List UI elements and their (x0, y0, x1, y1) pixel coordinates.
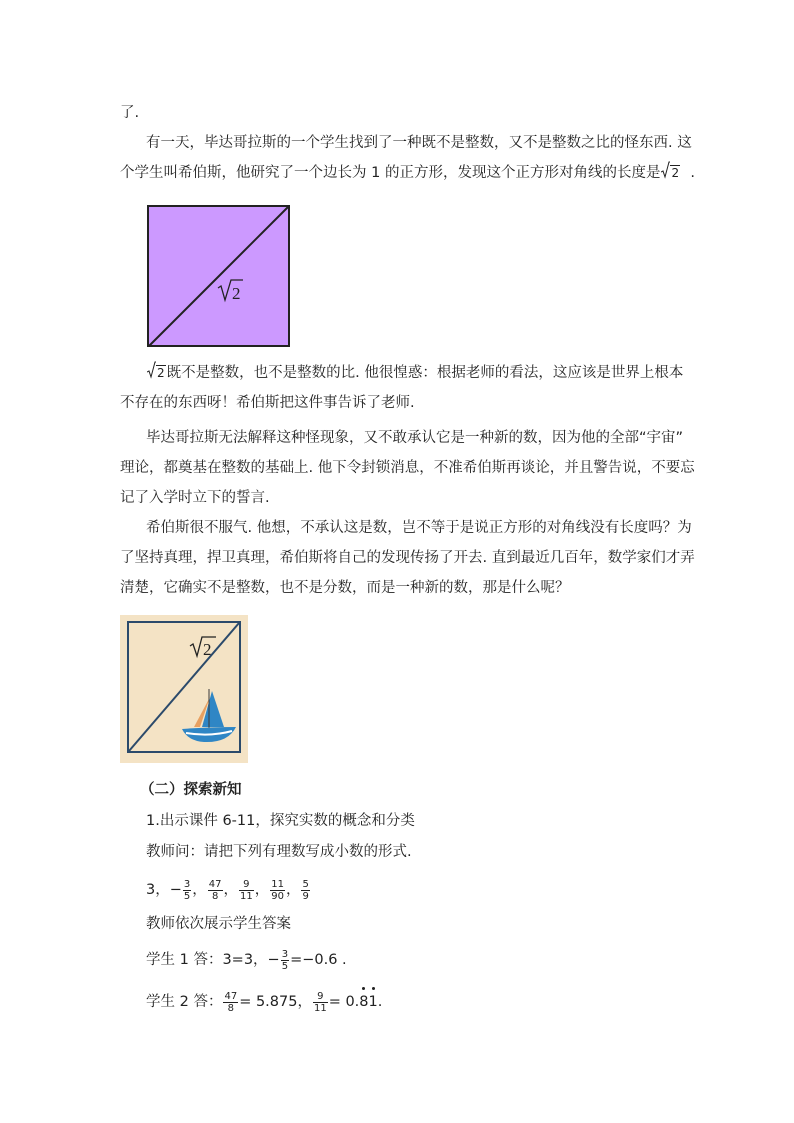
text-line: 毕达哥拉斯无法解释这种怪现象，又不敢承认它是一种新的数，因为他的全部“宇宙” (146, 430, 684, 446)
text-span: . (690, 165, 695, 181)
fraction (281, 949, 289, 972)
minus-sign: − (169, 882, 182, 898)
repeating-digit: 1 (369, 990, 378, 1014)
denominator: 5 (281, 960, 289, 972)
denominator: 5 (183, 890, 191, 902)
denominator: 9 (302, 890, 309, 902)
text-line: 1.出示课件 6-11，探究实数的概念和分类 (146, 813, 415, 829)
numerator: 9 (239, 879, 254, 891)
sqrt-radicand-label: 2 (232, 284, 241, 303)
radical-icon (147, 361, 156, 379)
fraction (313, 991, 328, 1014)
text-line: 了. (120, 105, 140, 121)
student1-answer (146, 948, 347, 972)
text-span: = 0. (328, 994, 360, 1010)
fraction (301, 879, 309, 902)
text-line: 清楚，它确实不是整数，也不是分数，而是一种新的数，那是什么呢？ (120, 580, 570, 596)
denominator: 8 (211, 890, 219, 902)
text-line: 希伯斯很不服气. 他想，不承认这是数，岂不等于是说正方形的对角线没有长度吗？为 (146, 520, 692, 536)
numerator: 3 (281, 948, 289, 960)
numerator: 47 (224, 990, 238, 1002)
text-span: . (377, 994, 383, 1010)
numerator: 5 (302, 878, 309, 890)
sqrt-2-inline (661, 163, 680, 183)
text-line: 教师依次展示学生答案 (146, 916, 291, 932)
student2-answer (146, 990, 382, 1014)
denominator: 11 (240, 890, 253, 902)
minus-sign: − (267, 952, 280, 968)
text-line: 了坚持真理，捍卫真理，希伯斯将自己的发现传扬了开去. 直到最近几百年，数学家们才弄 (120, 550, 695, 566)
text-line: 理论，都奠基在整数的基础上. 他下令封锁消息，不准希伯斯再谈论，并且警告说，不要忘 (120, 460, 695, 476)
fraction (270, 879, 285, 902)
sailboat-square-figure (120, 615, 248, 763)
text-span: 学生 1 答：3=3， (146, 952, 268, 968)
radicand: 2 (157, 366, 165, 380)
denominator: 90 (271, 890, 284, 902)
tan-background (120, 615, 248, 763)
text-span: =−0.6 . (290, 952, 347, 968)
text-line: 教师问：请把下列有理数写成小数的形式. (146, 844, 412, 860)
radicand: 2 (671, 166, 680, 180)
numerator: 11 (271, 878, 284, 890)
text-line (146, 363, 683, 383)
fraction (239, 879, 254, 902)
text-span: 既不是整数，也不是整数的比. 他很惶惑：根据老师的看法，这应该是世界上根本 (166, 365, 684, 381)
numerator: 47 (208, 878, 222, 890)
denominator: 8 (227, 1002, 234, 1014)
sqrt-radicand-label: 2 (203, 640, 212, 659)
numerator: 3 (183, 878, 191, 890)
fraction-list: 3，− $\frac{3}{5}$ ， $\frac{47}{8}$ ， $\frac{9}{11}$ ， $\frac{11}{90}$ ， $\frac{5}{9}$ (146, 878, 309, 902)
text-line: 不存在的东西呀！希伯斯把这件事告诉了老师. (120, 395, 415, 411)
text-line: 记了入学时立下的誓言. (120, 490, 270, 506)
text-span: 学生 2 答： (146, 994, 223, 1010)
fraction (223, 991, 238, 1014)
text-line (120, 163, 695, 183)
fraction (208, 879, 223, 902)
fraction (183, 879, 191, 902)
radical-icon (661, 161, 670, 179)
sqrt-2-inline (147, 363, 166, 383)
repeating-digit: 8 (359, 990, 368, 1014)
text-line: 有一天，毕达哥拉斯的一个学生找到了一种既不是整数，又不是整数之比的怪东西. 这 (146, 135, 692, 151)
denominator: 11 (313, 1002, 327, 1014)
section-heading: （二）探索新知 (140, 782, 242, 798)
text-span: 个学生叫希伯斯，他研究了一个边长为 1 的正方形，发现这个正方形对角线的长度是 (120, 165, 661, 181)
square-diagonal-figure (146, 204, 292, 350)
text-span: = 5.875， (239, 994, 312, 1010)
numerator: 9 (313, 991, 328, 1003)
text-span: 3， (146, 882, 170, 898)
